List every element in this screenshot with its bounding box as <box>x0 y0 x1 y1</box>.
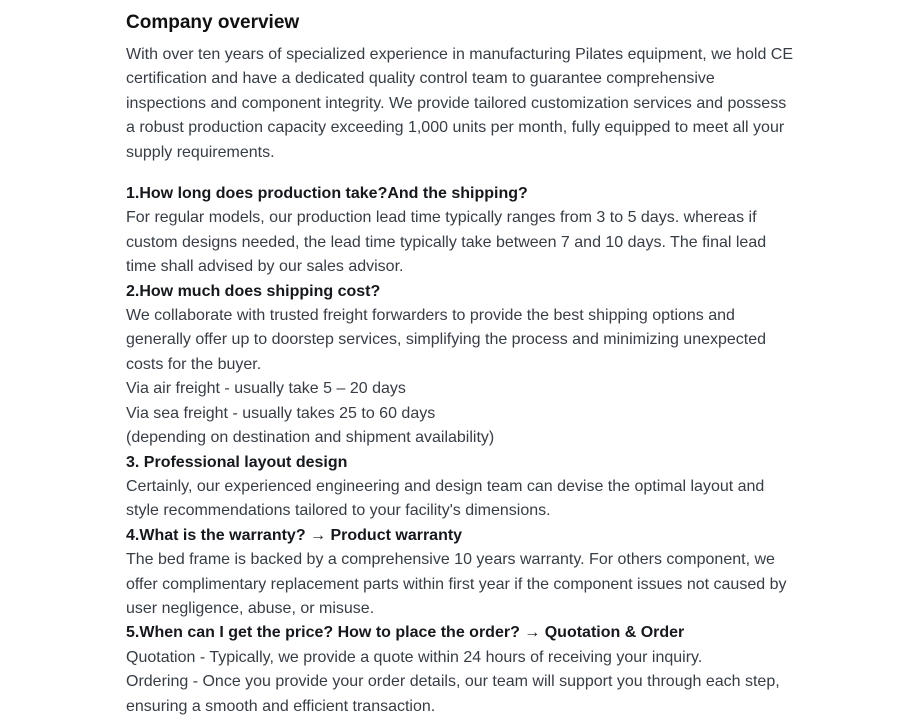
faq-answer-line: (depending on destination and shipment availability) <box>126 429 495 447</box>
faq-question: 4.What is the warranty? → Product warranty <box>126 526 463 544</box>
faq-answer-line: The bed frame is backed by a comprehensive 10 years warranty. For others component, we offer complimentary replacement parts within first year if the component issues not caused by user negligence, abuse, or misuse. <box>126 551 787 617</box>
faq-answer-line: Via sea freight - usually takes 25 to 60 days <box>126 404 436 422</box>
faq-answer-line: Quotation - Typically, we provide a quote within 24 hours of receiving your inquiry. <box>126 648 703 666</box>
faq-list <box>126 182 796 719</box>
faq-answer-line: For regular models, our production lead time typically ranges from 3 to 5 days. whereas if custom designs needed, the lead time typically take between 7 and 10 days. The final lead time shall advised by our sales advisor. <box>126 209 767 276</box>
company-overview-text: With over ten years of specialized experience in manufacturing Pilates equipment, we hold CE certification and have a dedicated quality control team to guarantee comprehensive inspections and component integrity. We provide tailored customization services and possess a robust production capacity exceeding 1,000 units per month, fully equipped to meet all your supply requirements. <box>126 46 794 161</box>
faq-item <box>126 524 796 622</box>
faq-question: 1.How long does production take?And the shipping? <box>126 185 528 203</box>
faq-answer-line: Certainly, our experienced engineering and design team can devise the optimal layout and style recommendations tailored to your facility's dimensions. <box>126 477 765 520</box>
faq-answer-line: Via air freight - usually take 5 – 20 days <box>126 380 406 398</box>
faq-item <box>126 621 796 719</box>
faq-answer-line: Ordering - Once you provide your order details, our team will support you through each step, ensuring a smooth and efficient transaction. <box>126 673 780 715</box>
faq-item <box>126 451 796 524</box>
faq-item <box>126 182 796 280</box>
faq-question: 2.How much does shipping cost? <box>126 282 381 300</box>
faq-question: 3. Professional layout design <box>126 453 348 471</box>
company-overview-section <box>126 10 796 719</box>
section-title: Company overview <box>126 12 300 33</box>
faq-question: 5.When can I get the price? How to place the order? → Quotation & Order <box>126 624 685 642</box>
faq-answer-line: We collaborate with trusted freight forwarders to provide the best shipping options and generally offer up to doorstep services, simplifying the process and minimizing unexpected costs for the buyer. <box>126 307 767 373</box>
faq-item <box>126 280 796 451</box>
